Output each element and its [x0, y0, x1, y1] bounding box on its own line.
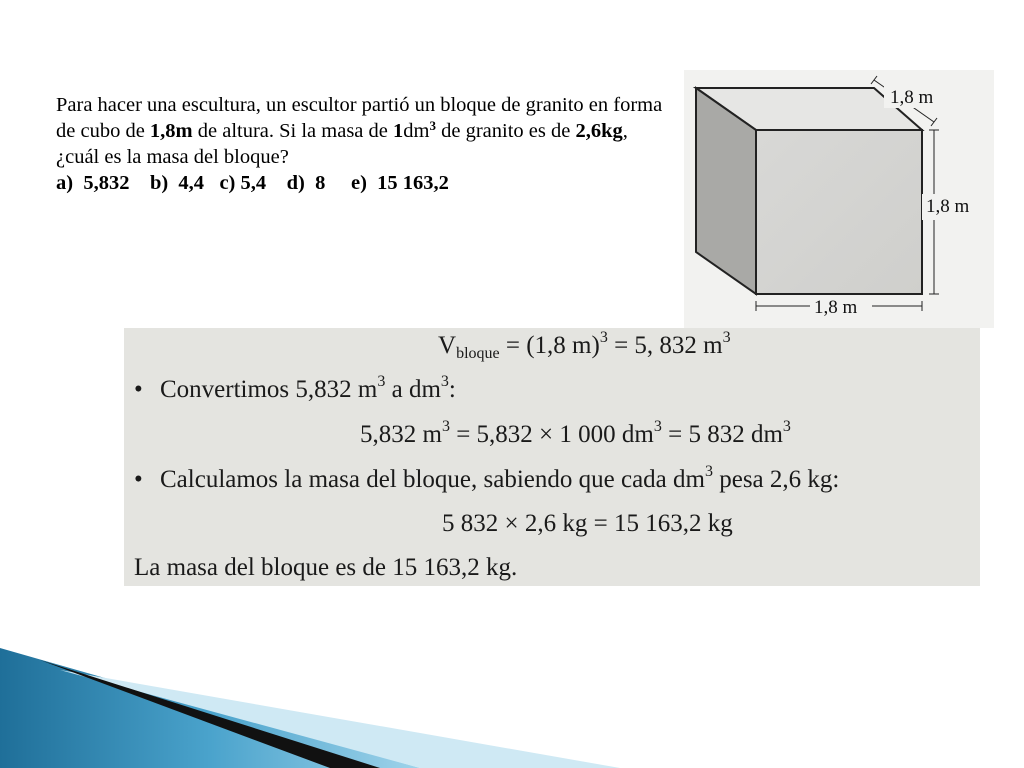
option-e: e) 15 163,2 [350, 172, 449, 194]
volume-result: = 5, 832 m [607, 332, 723, 359]
volume-result-exponent: 3 [722, 329, 731, 346]
conclusion: La masa del bloque es de 15 163,2 kg. [134, 554, 518, 581]
problem-statement [56, 92, 676, 196]
conversion-middle: = 5,832 × 1 000 dm [449, 421, 654, 448]
right-dimension-label: 1,8 m [926, 196, 970, 217]
conversion-lhs-exp: 3 [441, 418, 450, 435]
step-convert [134, 373, 456, 404]
conversion-lhs: 5,832 m [360, 421, 442, 448]
bullet-icon: • [134, 466, 143, 493]
conversion-rhs: = 5 832 dm [661, 421, 783, 448]
problem-unit-count: 1 [393, 120, 404, 142]
step-mass [134, 463, 840, 494]
step-convert-colon: : [448, 376, 456, 403]
step-mass-text-2: pesa 2,6 kg: [712, 466, 840, 493]
footer-decoration [0, 640, 1024, 768]
problem-text-2: de altura. Si la masa de [192, 120, 394, 142]
problem-height-value: 1,8m [149, 120, 193, 142]
solution-box [124, 328, 980, 586]
option-c: c) 5,4 [219, 172, 267, 194]
problem-unit: dm [403, 120, 430, 142]
step-convert-exp-1: 3 [377, 373, 386, 390]
step-convert-text-1: Convertimos 5,832 m [160, 376, 378, 403]
step-convert-text-2: a dm [385, 376, 441, 403]
option-b: b) 4,4 [149, 172, 205, 194]
step-convert-exp-2: 3 [440, 373, 449, 390]
cube-figure [684, 70, 994, 328]
volume-exponent: 3 [599, 329, 608, 346]
conversion-rhs-exp: 3 [782, 418, 791, 435]
volume-symbol: V [438, 332, 457, 359]
conversion-middle-exp: 3 [653, 418, 662, 435]
problem-mass-value: 2,6kg [575, 120, 623, 142]
problem-unit-exponent: 3 [429, 118, 436, 133]
bullet-icon: • [134, 376, 143, 403]
mass-equation: 5 832 × 2,6 kg = 15 163,2 kg [442, 510, 733, 537]
volume-equation [438, 329, 731, 362]
problem-text-1: Para hacer una escultura, un escultor partió un bloque de granito en forma de cubo de [56, 94, 663, 142]
top-dimension-label: 1,8 m [890, 87, 934, 108]
option-d: d) 8 [286, 172, 326, 194]
answer-options [56, 170, 676, 196]
volume-expression: = (1,8 m) [499, 332, 600, 359]
cube-front-face [756, 130, 922, 294]
problem-question: , ¿cuál es la masa del bloque? [56, 120, 628, 168]
problem-text-3: de granito es de [435, 120, 576, 142]
bottom-dimension-label: 1,8 m [814, 297, 858, 318]
option-a: a) 5,832 [56, 172, 130, 194]
conversion-equation [360, 418, 791, 449]
volume-subscript: bloque [456, 345, 500, 362]
step-mass-exp: 3 [704, 463, 713, 480]
problem-text [56, 92, 676, 170]
step-mass-text-1: Calculamos la masa del bloque, sabiendo que cada dm [160, 466, 705, 493]
